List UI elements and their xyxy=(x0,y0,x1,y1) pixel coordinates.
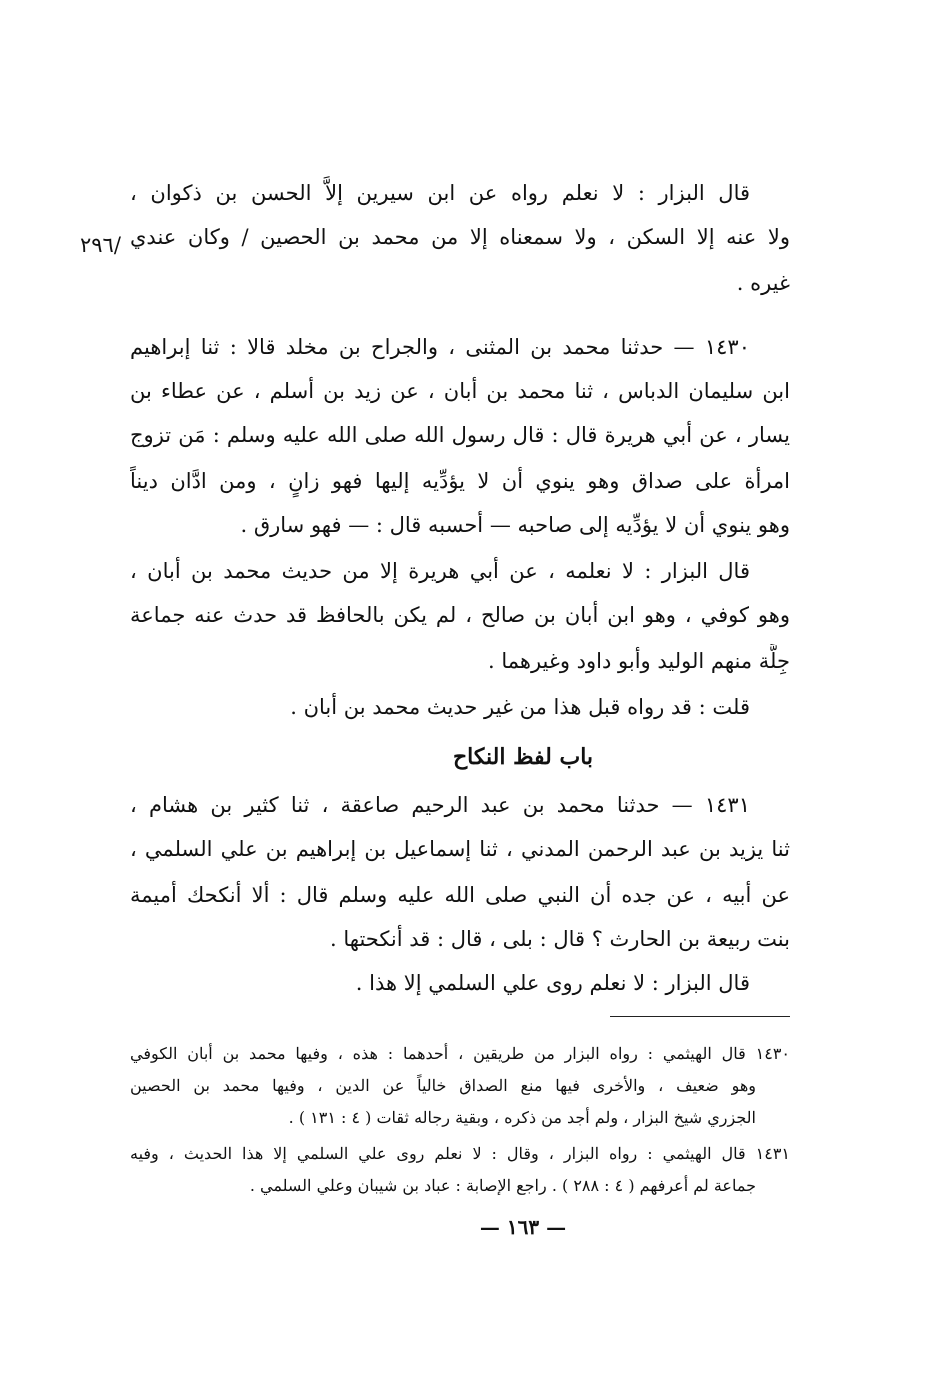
text-line: امرأة على صداق وهو ينوي أن لا يؤدِّيه إليها فهو زانٍ ، ومن ادَّان ديناً xyxy=(130,469,790,493)
text-line: وهو ينوي أن لا يؤدِّيه إلى صاحبه — أحسبه قال : — فهو سارق . xyxy=(240,513,790,537)
margin-page-reference: ٢٩٦/ xyxy=(80,233,121,257)
text-line: غيره . xyxy=(736,271,790,295)
text-line: وهو كوفي ، وهو ابن أبان بن صالح ، لم يكن بالحافظ قد حدث عنه جماعة xyxy=(130,603,790,627)
text-line: قال البزار : لا نعلم روى علي السلمي إلا هذا . xyxy=(355,971,750,995)
text-line: ١٤٣١ — حدثنا محمد بن عبد الرحيم صاعقة ، ثنا كثير بن هشام ، xyxy=(130,793,750,817)
footnote-line: جماعة لم أعرفهم ( ٤ : ٢٨٨ ) . راجع الإصابة : عباد بن شيبان وعلي السلمي . xyxy=(249,1176,756,1195)
text-line: عن أبيه ، عن جده أن النبي صلى الله عليه وسلم قال : ألا أنكحك أميمة xyxy=(130,883,790,907)
text-line: ثنا يزيد بن عبد الرحمن المدني ، ثنا إسماعيل بن إبراهيم بن علي السلمي ، xyxy=(130,837,790,861)
section-heading: باب لفظ النكاح xyxy=(452,744,594,770)
page-number: — ١٦٣ — xyxy=(479,1215,567,1239)
text-line: ولا عنه إلا السكن ، ولا سمعناه إلا من محمد بن الحصين / وكان عندي xyxy=(130,225,790,249)
footnote-line: وهو ضعيف ، والأخرى فيها منع الصداق خالياً عن الدين ، وفيها محمد بن الحصين xyxy=(130,1076,756,1095)
footnote-line: الجزري شيخ البزار ، ولم أجد من ذكره ، وبقية رجاله ثقات ( ٤ : ١٣١ ) . xyxy=(288,1108,756,1127)
text-line: قال البزار : لا نعلمه ، عن أبي هريرة إلا من حديث محمد بن أبان ، xyxy=(130,559,750,583)
footnote-line: ١٤٣٠ قال الهيثمي : رواه البزار من طريقين ، أحدهما : هذه ، وفيها محمد بن أبان الكوفي xyxy=(130,1044,790,1063)
text-line: جِلَّة منهم الوليد وأبو داود وغيرهما . xyxy=(487,649,790,673)
footnote-divider xyxy=(610,1016,790,1017)
text-line: يسار ، عن أبي هريرة قال : قال رسول الله صلى الله عليه وسلم : مَن تزوج xyxy=(130,423,790,447)
text-line: بنت ربيعة بن الحارث ؟ قال : بلى ، قال : قد أنكحتها . xyxy=(330,927,790,951)
text-line: ابن سليمان الدباس ، ثنا محمد بن أبان ، عن زيد بن أسلم ، عن عطاء بن xyxy=(130,379,790,403)
footnote-line: ١٤٣١ قال الهيثمي : رواه البزار ، وقال : لا نعلم روى علي السلمي إلا هذا الحديث ، وفيه xyxy=(130,1144,790,1163)
text-line: قال البزار : لا نعلم رواه عن ابن سيرين إلاَّ الحسن بن ذكوان ، xyxy=(130,181,750,205)
text-line: ١٤٣٠ — حدثنا محمد بن المثنى ، والجراح بن مخلد قالا : ثنا إبراهيم xyxy=(130,335,750,359)
text-line: قلت : قد رواه قبل هذا من غير حديث محمد بن أبان . xyxy=(290,695,750,719)
